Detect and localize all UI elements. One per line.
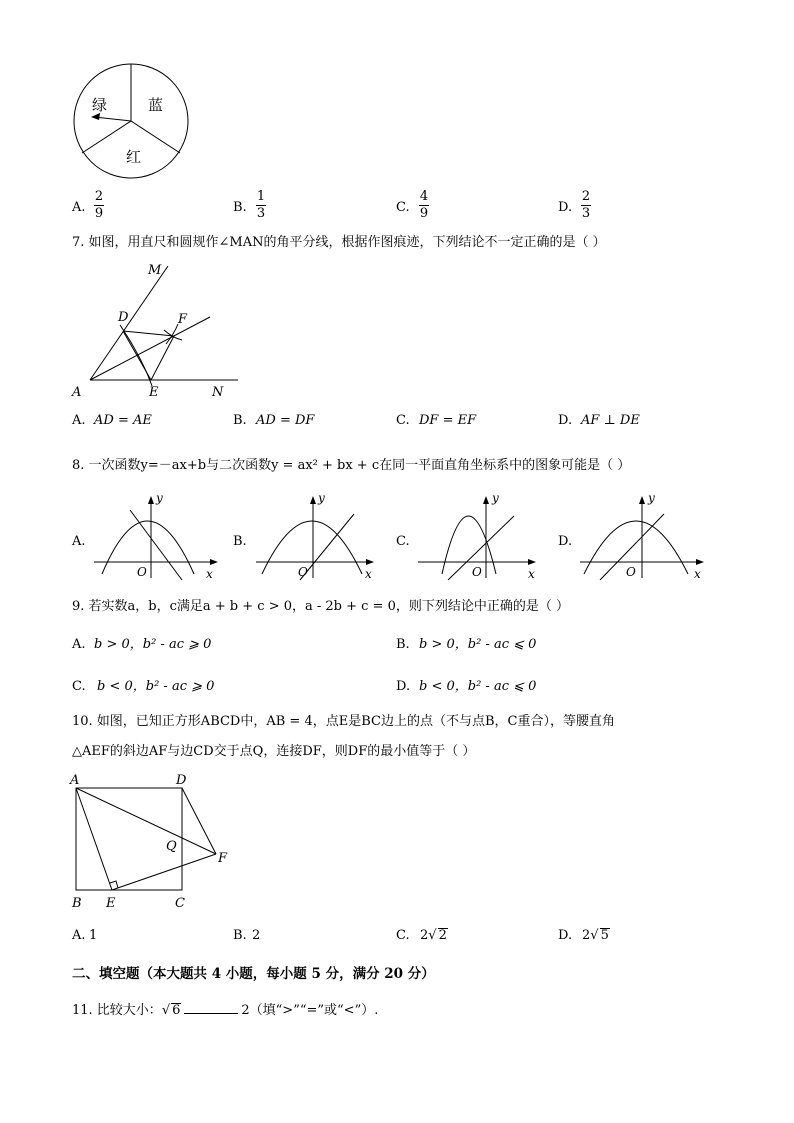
q8-option-a-letter: A. — [72, 534, 86, 549]
q11-prefix: 11. 比较大小： — [72, 1003, 162, 1018]
numerator: 1 — [256, 189, 266, 204]
label-e: E — [149, 385, 159, 400]
origin-label: O — [472, 565, 482, 579]
q6-option-a-fraction — [94, 190, 104, 221]
segment-ef — [112, 854, 216, 890]
origin-label: O — [298, 565, 308, 579]
y-label: y — [318, 491, 325, 505]
label-n: N — [212, 385, 224, 400]
label-q: Q — [166, 839, 177, 854]
spinner-figure — [70, 62, 195, 182]
label-a: A — [72, 385, 82, 400]
q9-option-d-text: b < 0，b² - ac ⩽ 0 — [419, 679, 537, 694]
q7-stem: 7. 如图，用直尺和圆规作∠MAN的角平分线，根据作图痕迹，下列结论不一定正确的是（ ） — [72, 235, 606, 250]
q10-option-a-letter: A. — [72, 928, 86, 943]
q7-option-d-letter: D. — [558, 413, 573, 428]
q8-stem: 8. 一次函数y=－ax+b与二次函数y = ax² + bx + c在同一平面直角坐标系中的图象可能是（ ） — [72, 458, 631, 473]
section-title: 二、填空题（本大题共 4 小题，每小题 5 分，满分 20 分） — [72, 966, 435, 982]
q7-option-a-letter: A. — [72, 413, 86, 428]
q8-graph-a-plot — [90, 488, 225, 583]
x-axis-arrow — [210, 559, 218, 565]
x-label: x — [528, 567, 535, 581]
q10-option-d-expr: 2√ 5 — [582, 928, 609, 943]
parabola — [584, 521, 688, 574]
q6-option-d-fraction — [581, 190, 591, 221]
q8-option-d-letter: D. — [558, 534, 573, 549]
q10-stem-line1: 10. 如图，已知正方形ABCD中，AB = 4，点E是BC边上的点（不与点B，C重合），等腰直角 — [72, 714, 615, 729]
line — [300, 514, 354, 580]
q7-option-b-text: AD = DF — [256, 413, 315, 428]
q6-option-c-letter: C. — [396, 200, 410, 215]
q10-figure — [66, 768, 246, 913]
q9-option-a-letter: A. — [72, 637, 86, 652]
q10-option-a-text: 1 — [89, 928, 98, 943]
radicand: 2 — [438, 928, 447, 943]
numerator: 4 — [419, 189, 429, 204]
label-m: M — [148, 263, 162, 278]
radicand: 5 — [600, 928, 609, 943]
q6-option-a-letter: A. — [72, 200, 86, 215]
label-b: B — [72, 896, 82, 911]
q9-option-b-text: b > 0，b² - ac ⩽ 0 — [419, 637, 537, 652]
q6-option-b-letter: B. — [233, 200, 247, 215]
denominator: 9 — [419, 206, 429, 221]
q10-option-d-letter: D. — [558, 928, 573, 943]
y-axis-arrow — [148, 496, 154, 504]
label-a: A — [70, 773, 80, 788]
denominator: 3 — [581, 206, 591, 221]
q11-radicand: 6 — [172, 1003, 181, 1018]
numerator: 2 — [581, 189, 591, 204]
arc-near-f-1 — [166, 324, 178, 344]
q10-option-c-letter: C. — [396, 928, 410, 943]
q8-option-c-letter: C. — [396, 534, 410, 549]
y-label: y — [492, 491, 499, 505]
x-label: x — [694, 567, 701, 581]
y-axis-arrow — [310, 496, 316, 504]
q8-graph-d-plot — [576, 488, 711, 583]
q10-stem-line2: △AEF的斜边AF与边CD交于点Q，连接DF，则DF的最小值等于（ ） — [72, 744, 476, 759]
q6-option-c-fraction — [419, 190, 429, 221]
coefficient: 2 — [420, 928, 429, 943]
denominator: 9 — [94, 206, 104, 221]
q7-option-d-text: AF ⊥ DE — [581, 413, 640, 428]
bisector-af — [90, 317, 210, 380]
q8-option-b-letter: B. — [233, 534, 247, 549]
q9-option-b-letter: B. — [396, 637, 410, 652]
label-e: E — [106, 896, 116, 911]
coefficient: 2 — [582, 928, 591, 943]
x-label: x — [365, 567, 372, 581]
q10-option-b-text: 2 — [252, 928, 261, 943]
q9-stem: 9. 若实数a，b，c满足a + b + c > 0，a - 2b + c = 0，则下列结论中正确的是（ ） — [72, 599, 569, 614]
parabola — [102, 521, 194, 574]
q7-option-c-letter: C. — [396, 413, 410, 428]
origin-label: O — [137, 565, 147, 579]
label-f: F — [178, 312, 188, 327]
q8-graph-c-plot — [414, 488, 549, 583]
numerator: 2 — [94, 189, 104, 204]
y-axis-arrow — [639, 496, 645, 504]
q6-option-d-letter: D. — [558, 200, 573, 215]
sector-label-blue: 蓝 — [148, 96, 164, 114]
parabola — [442, 516, 496, 574]
segment-df — [182, 788, 216, 854]
sector-label-red: 红 — [126, 148, 142, 166]
segment-ae — [76, 788, 112, 890]
q7-option-b-letter: B. — [233, 413, 247, 428]
q7-figure — [68, 258, 248, 403]
x-axis-arrow — [366, 559, 374, 565]
segment-af — [76, 788, 216, 854]
sector-label-green: 绿 — [92, 96, 108, 114]
segment-ef — [151, 336, 174, 380]
y-label: y — [648, 491, 655, 505]
denominator: 3 — [256, 206, 266, 221]
q9-option-c-letter: C. — [72, 679, 86, 694]
x-axis-arrow — [528, 559, 536, 565]
q11-answer-blank[interactable] — [184, 1001, 238, 1014]
spinner-pointer — [94, 117, 131, 121]
q7-option-c-text: DF = EF — [419, 413, 477, 428]
q11-suffix: 2（填“>”“=”或“<”）. — [241, 1003, 379, 1018]
ray-am — [90, 266, 168, 380]
q11: 11. 比较大小：√ 6 2（填“>”“=”或“<”）. — [72, 1003, 379, 1018]
q8-graph-b-plot — [252, 488, 387, 583]
x-axis-arrow — [696, 559, 704, 565]
label-d: D — [118, 310, 129, 325]
q9-option-a-text: b > 0，b² - ac ⩾ 0 — [94, 637, 212, 652]
y-axis-arrow — [483, 496, 489, 504]
x-label: x — [206, 567, 213, 581]
pointer-arrowhead — [91, 113, 100, 120]
sector-divider — [82, 121, 131, 153]
origin-label: O — [626, 565, 636, 579]
q9-option-c-text: b < 0，b² - ac ⩾ 0 — [97, 679, 215, 694]
y-label: y — [156, 491, 163, 505]
q9-option-d-letter: D. — [396, 679, 411, 694]
label-f: F — [218, 851, 228, 866]
q10-option-b-letter: B. — [233, 928, 247, 943]
q10-option-c-expr: 2√ 2 — [420, 928, 447, 943]
label-c: C — [175, 896, 185, 911]
label-d: D — [176, 773, 187, 788]
q7-option-a-text: AD = AE — [94, 413, 152, 428]
q6-option-b-fraction — [256, 190, 266, 221]
